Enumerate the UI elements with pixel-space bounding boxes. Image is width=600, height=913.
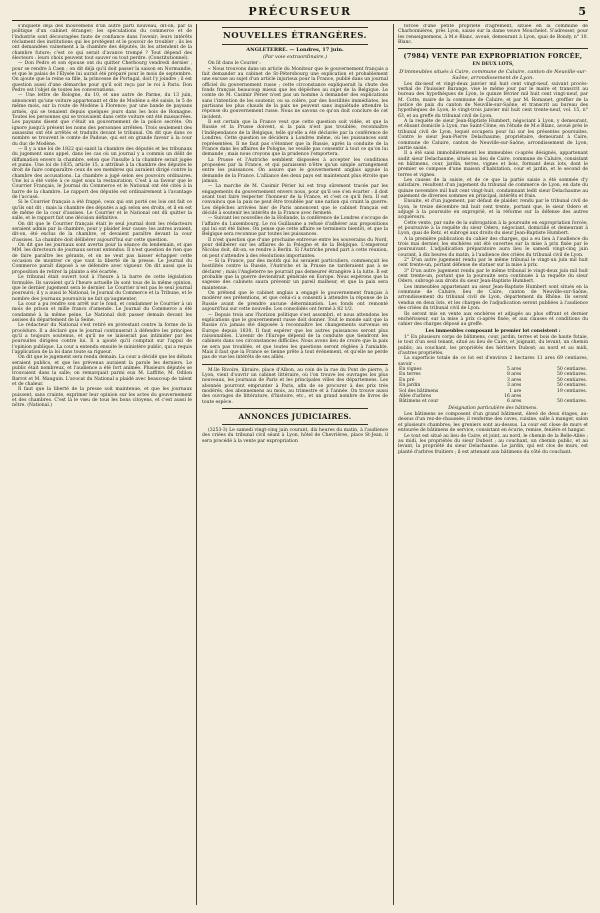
- newspaper-title: PRÉCURSEUR: [248, 5, 352, 18]
- section-rule: [222, 408, 368, 409]
- section-rule: [398, 48, 588, 49]
- article-paragraph: 3° D'un autre jugement rendu par le même tribunal le vingt-deux juin mil huit cent trente-un, portant que la poursuite sera continuée à la requête du sieur Odero, subrogé aux droits du sieur Jean-Baptiste Humbert.: [398, 268, 588, 285]
- table-cell: En pré: [399, 377, 415, 383]
- table-cell: 50 centiares.: [556, 377, 587, 383]
- section-rule: [222, 44, 368, 45]
- table-cell: En jardin: [399, 383, 421, 389]
- article-paragraph: Les immeubles appartenant au sieur Jean-Baptiste Humbert sont situés en la commune de Caluire, lieu de Caire, canton de Neuville-sur-Saône, arrondissement du tribunal civil de Lyon, département du Rhône. Ils seront vendus en deux lots, et les charges de l'adjudication seront publiées à l'audience des criées du tribunal civil de Lyon.: [398, 284, 588, 312]
- table-cell: 6 ares: [506, 399, 522, 405]
- table-cell: En vignes: [399, 366, 422, 372]
- table-cell: 50 centiares.: [556, 399, 587, 405]
- table-cell: 50 centiares.: [556, 383, 587, 389]
- article-paragraph: Cette vente, par suite de la subrogation à la poursuite en expropriation forcée, et poursuivie à la requête du sieur Odero, négociant, domicilié et demeurant à Lyon, quai de Retz, et subrogé aux droits du sieur Jean-Baptiste Humbert.: [398, 220, 588, 237]
- annonces-title: ANNONCES JUDICIAIRES.: [238, 412, 352, 421]
- article-paragraph: A la première publication du cahier des charges, qui a eu lieu à l'audience du trois mai dernier, les enchères ont été ouvertes sur la mise à prix fixée par le poursuivant. L'adjudication préparatoire aura lieu le samedi vingt-cinq juin courant, à dix heures du matin, à l'audience des criées du tribunal civil de Lyon.: [398, 236, 588, 258]
- table-cell: 3 ares: [506, 377, 522, 383]
- column-1: [12, 24, 192, 907]
- article-paragraph: La cour a pu rendre son arrêt sur le fond, et condamner le Courrier à un mois de prison et mille francs d'amende. Le Journal du Commerce a été condamné à la même peine. Le National doit passer demain devant les assises du département de la Seine.: [12, 301, 192, 323]
- dateline: ANGLETERRE. — Londres, 17 juin.: [246, 47, 344, 53]
- article-paragraph: Il faut que la liberté de la presse soit maintenue, et que les journaux puissent, sans crainte, exprimer leur opinion sur les actes du gouvernement et des chambres. C'est là le vœu de tous les bons citoyens, et c'est aussi le nôtre. (National.): [12, 387, 192, 409]
- column-2: [202, 24, 388, 907]
- article-paragraph: Le tribunal était ouvert tout à l'heure à la barre de cette législation formulée. Ils savaient qu'à l'heure actuelle ils sont tous de la même opinion, que le dernier jugement sera le dernier. Le Courrier n'est pas le seul journal poursuivi; il y a aussi le National, le Journal du Commerce et la Tribune, et le nombre des journaux poursuivis ne fait qu'augmenter.: [12, 275, 192, 302]
- table-cell: 50 centiares.: [556, 372, 587, 378]
- article-paragraph: Les causes de la saisie, et de ce que la partie saisie a été sommée d'y satisfaire, résultent d'un jugement du tribunal de commerce de Lyon, en date du quinze novembre mil huit cent vingt-huit, condamnant ledit sieur Delachaume au paiement de diverses sommes en principal, intérêts et frais.: [398, 177, 588, 199]
- annonce-paragraph: (3253-3) Le samedi vingt-cinq juin courant, dix heures du matin, à l'audience des criées du tribunal civil séant à Lyon, hôtel de Chevrières, place St-Jean, il sera procédé à la vente par expropriation: [202, 428, 388, 444]
- article-paragraph: forcée d'une petite propriété d'agrément, située en la commune de Charbonnières, près Lyon, saisie sur la dame veuve Mouchelet. S'adresser, pour les renseignemens, à M.e Blanc, avoué, demeurant à Lyon, quai de Bondy, n° 10. Blanc.: [398, 24, 588, 46]
- article-paragraph: On dit que le jugement sera rendu demain. La cour a décidé que les débats seraient publics, et que les prévenus auraient la parole les derniers. Le public était nombreux, et l'audience a été fort animée. Plusieurs députés se trouvaient dans la salle; on remarquait parmi eux M. Laffitte, M. Odilon Barrot et M. Mauguin. L'avocat du National a plaidé avec beaucoup de talent et de chaleur.: [12, 355, 192, 388]
- table-cell: Sol des bâtimens: [399, 388, 439, 394]
- table-cell: 19 centiares.: [556, 388, 587, 394]
- article-paragraph: « Nous trouvons dans un article du Moniteur que le gouvernement français a fait demander au cabinet de St-Pétersbourg une explication et probablement une excuse au sujet d'un article injurieux pour la France, publié dans un journal officiel du gouvernement russe ; cette circonstance expliquerait la chute des fonds français beaucoup mieux que les dépêches au sujet de la Belgique. Le comte de M. Casimir Périer n'est pas un homme à demander des explications sans l'intention de les soutenir, ou sa colère, par des hostilités immédiates, les partisans les plus chauds de la paix ne peuvent sans inquiétude attendre la réponse du gouvernement russe. Nous ne savons ce qu'on doit conclure de cet incident.: [202, 66, 388, 120]
- article-paragraph: — Suivant les nouvelles de la Hollande, la conférence de Londres s'occupe de l'affaire du Luxembourg. Le roi Guillaume a refusé d'adhérer aux propositions qui lui ont été faites. On pense que cette affaire se terminera bientôt, et que la Belgique sera reconnue par toutes les puissances.: [202, 216, 388, 238]
- article-paragraph: On dit que le Courrier français était le seul journal dont les rédacteurs seraient admis par la chambre, pour y plaider leur cause; les autres avaient, dit-on, été exclus de la chambre, et devaient paraître devant la cour d'assises. La chambre doit délibérer aujourd'hui sur cette question.: [12, 221, 192, 243]
- table-row: [398, 399, 588, 404]
- table-cell: 3 ares: [506, 383, 522, 389]
- page-number: 5: [578, 5, 586, 18]
- article-paragraph: Le rédacteur du National s'est retiré en protestant contre la forme de la procédure. Il a déclaré que le journal continuerait à défendre les principes qu'il a toujours soutenus, et qu'il ne se laisserait pas intimider par les poursuites dirigées contre lui. Il a ajouté qu'il comptait sur l'appui de l'opinion publique. La cour a entendu ensuite le ministère public, qui a requis l'application de la loi dans toute sa rigueur.: [12, 323, 192, 355]
- table-cell: 16 ares: [504, 393, 522, 399]
- article-paragraph: — Si la France, par des motifs qui lui seraient particuliers, commençait les hostilités contre la Russie, l'Autriche et la Prusse ne tarderaient pas à se déclarer ; mais l'Angleterre ne pourrait pas demeurer étrangère à la lutte. Il est probable que la guerre deviendrait générale en Europe. Nous espérons que la sagesse des cabinets saura prévenir un pareil malheur, et que la paix sera maintenue.: [202, 259, 388, 291]
- vente-description: D'immeubles situés à Caire, commune de Caluire, canton de Neuville-sur-Saône, arrondissement de Lyon.: [399, 68, 587, 81]
- article-paragraph: Les dix-neuf et vingt-deux janvier mil huit cent vingt-neuf, suivant procès-verbal de l'huissier Barange, vise le même jour par le maire et transcrit au bureau des hypothèques de Lyon, le quinze février mil huit cent vingt-neuf, par M. Cotte, maire de la commune de Caluire, et par M. Romanet, greffier de la justice de paix du canton de Neuville-sur-Saône, et transcrit au bureau des hypothèques de Lyon, le vingt-trois janvier mil huit cent trente-neuf, vol. 15, n° 63, et au greffe du tribunal civil de Lyon.: [398, 81, 588, 119]
- article-paragraph: La superficie totale de ce lot est d'environ 2 hectares 11 ares 69 centiares, savoir :: [398, 356, 588, 367]
- article-paragraph: On prétend que le cabinet anglais a engagé le gouvernement français à modérer ses prétentions, et que celui-ci a consenti à attendre la réponse de la Russie avant de prendre aucune détermination. Les fonds ont remonté aujourd'hui sur cette nouvelle. Les consolidés ont fermé à 82 1/2.: [202, 291, 388, 313]
- article-paragraph: Le tout est situé au lieu de Caire, et joint, au nord, le chemin de la Belle-Allée ; au midi, les propriétés du sieur Dubost ; au couchant, un chemin public, et au levant, la propriété du sieur Delachaume. Le jardin, qui est clos de murs, est planté d'arbres fruitiers ; il est attenant aux bâtimens du côté du couchant.: [398, 433, 588, 455]
- article-paragraph: 1° En plusieurs corps de bâtimens, cour, jardin, terres et bois de haute futaie, le tout d'un seul tenant, situé au lieu de Caire, et joignant, du levant, un chemin public; au couchant, les propriétés des héritiers Dubost; au nord et au midi, d'autres propriétés.: [398, 334, 588, 356]
- table-cell: Allée d'arbres: [399, 393, 432, 399]
- table-cell: 1 are: [509, 388, 522, 394]
- table-cell: 5 ares: [506, 366, 522, 372]
- article-paragraph: Si le Courrier français a été frappé, ceux qui ont porté ces lois ont fait ce qu'ils ont dit ; mais la chambre des députés a agi selon ses droits, et il en est de même de la cour d'assises. Le Courrier et le National ont dû quitter la salle, et le rapport fait une décision définitive.: [12, 200, 192, 222]
- article-paragraph: Ensuite, et d'un jugement, par défaut de plaider, rendu par le tribunal civil de Lyon, le treize décembre mil huit cent trente, portant que, le sieur Odero et adjugé à la poursuite en exproprié, et la réforme sur la défense des autres acquéreurs.: [398, 199, 588, 221]
- article-paragraph: s'inquiète déjà des mouvemens d'un autre parti nouveau, dit-on, par la politique d'un cabinet étranger; les spéculations du commerce et de l'industrie sont découragées faute de confiance dans l'avenir; leurs intérêts réclament des institutions qui les protègent et le pouvoir de troubler ; ils les ont demandées vainement à la chambre des députés, ils les attendent de la chambre future; c'est ce qui serait d'avance trompé ? Tout dépend des électeurs : leurs choix peuvent tout sauver ou tout perdre. (Constitutionnel).: [12, 24, 192, 62]
- article-paragraph: La Prusse et l'Autriche semblent disposées à accepter les conditions proposées par la France, et qui paraissent n'être qu'un simple arrangement entre les puissances. On assure que le gouvernement anglais appuie la demande de la France. L'alliance des deux pays est maintenant plus étroite que jamais.: [202, 157, 388, 184]
- article-paragraph: 2° D'un autre jugement rendu par le même tribunal le vingt-un juin mil huit cent trente-un, portant défense de statuer sur la mise à prix.: [398, 258, 588, 269]
- article-paragraph: — Depuis trois ans l'horizon politique s'est assombri, et nous attendons les explications que le gouvernement russe doit donner. Tout le monde sait que la Russie n'a jamais été disposée à reconnaître les changements survenus en Europe depuis 1830. Il faut espérer que les autres puissances seront plus raisonnables. L'avenir de l'Europe dépend de la conduite que tiendront les cabinets dans ces circonstances difficiles. Nous avons lieu de croire que la paix ne sera pas troublée, et que toutes les questions seront réglées à l'amiable. Mais il faut que la France se tienne prête à tout événement, et qu'elle ne perde pas de vue les intérêts de ses alliés.: [202, 312, 388, 361]
- column-3: [398, 24, 588, 907]
- article-paragraph: Il est certain que la France veut que cette question soit vidée, et que la Russie et la Prusse doivent, si la paix n'est pas troublée, reconnaître l'indépendance de la Belgique, telle qu'elle a été déclarée par la conférence de Londres. Cette question se décidera à Londres même, où les puissances sont représentées. Il ne faut pas s'étonner que la Russie, après la conduite de la France dans les affaires de Pologne, ne veuille pas consentir à tout ce qu'on lui demande ; mais nous croyons que la prudence l'emportera.: [202, 120, 388, 158]
- article-paragraph: Ils seront mis en vente aux enchères et adjugés au plus offrant et dernier enchérisseur, sur la mise à prix ci-après fixée, et aux clauses et conditions du cahier des charges déposé au greffe.: [398, 311, 588, 328]
- table-cell: 50 centiares.: [556, 366, 587, 372]
- designation-title: Désignation particulière des bâtimens.: [448, 405, 538, 411]
- column-divider: [196, 24, 197, 905]
- section-rule: [202, 364, 388, 365]
- masthead-rule: [12, 20, 588, 21]
- column-divider: [393, 24, 394, 905]
- article-paragraph: — La marche de M. Casimir Périer lui est trop sûrement tracée par les engagements du gouvernement envers nous, pour qu'il ose s'en écarter : il doit avant tout faire respecter l'honneur de la France, et c'est ce qu'il fera. Il est convaincu que la paix ne peut être troublée par une nation qui craint la guerre. Les dépêches arrivées hier de Paris annoncent que le cabinet français est décidé à soutenir les intérêts de la France avec fermeté.: [202, 184, 388, 216]
- masthead: [0, 0, 600, 22]
- article-paragraph: On dit que les journaux sont avertis pour la séance du lendemain, et que MM. les directeurs de journaux seront entendus. Il n'est question de rien que de faire paraître les gérants, et on ne veut pas laisser échapper cette occasion de montrer ce que vaut la liberté de la presse. Le Journal du Commerce paraît disposé à se défendre avec vigueur. On dit aussi que la proposition de retirer la plainte a été écartée.: [12, 243, 192, 275]
- dateline-note: (Par voie extraordinaire.): [262, 54, 328, 61]
- lot-heading: Les immeubles composant le premier lot consistent :: [425, 328, 561, 334]
- vente-subtitle: EN DEUX LOTS,: [472, 62, 514, 68]
- table-cell: 8 ares: [506, 372, 522, 378]
- lot-surface-table: [398, 367, 588, 405]
- table-cell: En terres: [399, 372, 421, 378]
- vente-title: (7984) VENTE PAR EXPROPRIATION FORCÉE,: [403, 52, 583, 61]
- library-notice: M.lle Rivoire, libraire, place d'Albon, au coin de la rue du Pont de pierre, à Lyon, vient d'ouvrir un cabinet littéraire, où l'on trouve les ouvrages les plus nouveaux, les journaux de Paris et les principales villes des départemens. Les abonnés pourront emprunter à Paris, afin de se procurer à des prix très modérés, des abonnemens au mois, au trimestre et à l'année. On trouve aussi des ouvrages de littérature, d'histoire, etc., et un grand nombre de livres de toute espèce.: [202, 367, 388, 405]
- table-cell: Bâtimens et cour: [399, 399, 439, 405]
- article-paragraph: Les bâtimens se composent d'un grand bâtiment, élevé de deux étages, au-dessus d'un rez-de-chaussée; il renferme des caves, cuisine, salle à manger, salon et plusieurs chambres; les greniers sont au-dessus. La cour est close de murs et entourée de bâtimens de service, consistant en écurie, remise, fenière et hangar.: [398, 412, 588, 434]
- article-paragraph: A la requête de sieur Jean-Baptiste Humbert, négociant à Lyon, y demeurant, et élisant domicile à Lyon, rue Saint-Côme, en l'étude de M.e Blanc, avoué près le tribunal civil de Lyon, lequel occupera pour lui sur les présentes poursuites. Contre le sieur Jean-Pierre Delachaume, propriétaire, demeurant à Caire, commune de Caluire, canton de Neuville-sur-Saône, arrondissement de Lyon, partie saisie.: [398, 119, 588, 151]
- section-rule: [222, 27, 368, 28]
- section-rule: [222, 424, 368, 425]
- article-paragraph: Il a été saisi immobilièrement les immeubles ci-après désignés, appartenant audit sieur Delachaume, situés au lieu de Caire, commune de Caluire, consistant en bâtimens, cour, jardin, terres, vignes et bois, formant deux lots, dont le premier se compose d'une maison d'habitation, cour et jardin, et le second de terres et vignes.: [398, 151, 588, 178]
- article-paragraph: — Don Pedro et son épouse ont du quitter Cherbourg vendredi dernier , pour se rendre à Caen ; on dit déjà qu'il doit passer la saison en Normandie, et que le palais de l'Élysée lui aurait été préparé pour le mois de septembre. On ajoute que la reine sa fille, la princesse de Portugal, doit l'y joindre ; il est question aussi d'une démarche pour qu'il soit reçu par le roi à Paris. Don Pedro est l'objet de toutes les conversations.: [12, 61, 192, 94]
- article-paragraph: On lit dans le Courier :: [208, 61, 261, 67]
- section-title: NOUVELLES ÉTRANGÈRES.: [223, 31, 367, 41]
- article-paragraph: Il n'est question que d'une prochaine entrevue entre les souverains du Nord, pour délibérer sur les affaires de la Pologne et de la Belgique. L'empereur Nicolas doit, dit-on, se rendre à Berlin. Si l'Autriche prend part à cette réunion, on peut s'attendre à des résolutions importantes.: [202, 237, 388, 259]
- article-paragraph: — Il y a une loi de 1822 qui saisit la chambre des députés et les tribunaux du jugement sans appel, dans les cas où un journal y a commis un délit de diffamation envers la chambre, selon que l'insulte à la chambre serait jugée et punie. Une loi de 1835, article 15, a attribué à la chambre des députés le droit de faire comparaître ceux de ses membres qui auraient dirigé contre la chambre des accusations. La chambre a jugé selon ses pouvoirs ordinaires. Une loi a été votée à ce sujet sous la restauration. C'est à sa faveur que le Courrier Français, le Journal du Commerce et le National ont été cités à la barre de la chambre. Le rapport des députés est ordinairement à l'avantage de l'accusé.: [12, 146, 192, 200]
- article-paragraph: — Une lettre de Bologne, du 10, et une autre de Parme, du 13 juin, annoncent qu'une voiture appartenant et dite de Modène a été saisie, le 5 de même mois, sur la route de Modène à Florence; par une bande de paysans armés, qui se tenaient depuis quelques jours dans les bois de Romagne. Toutes les personnes qui se trouvaient dans cette voiture ont été massacrées. Les paysans disent que c'était un gouvernement de la police secrète. On ignore jusqu'à présent les noms des personnes arrêtées. Trois seulement des assassins ont été arrêtés et traduits devant le tribunal. On dit que dans ce nombre se trouvent le comte de Padoue, qui est en grande faveur à la cour du duc de Modène.: [12, 93, 192, 147]
